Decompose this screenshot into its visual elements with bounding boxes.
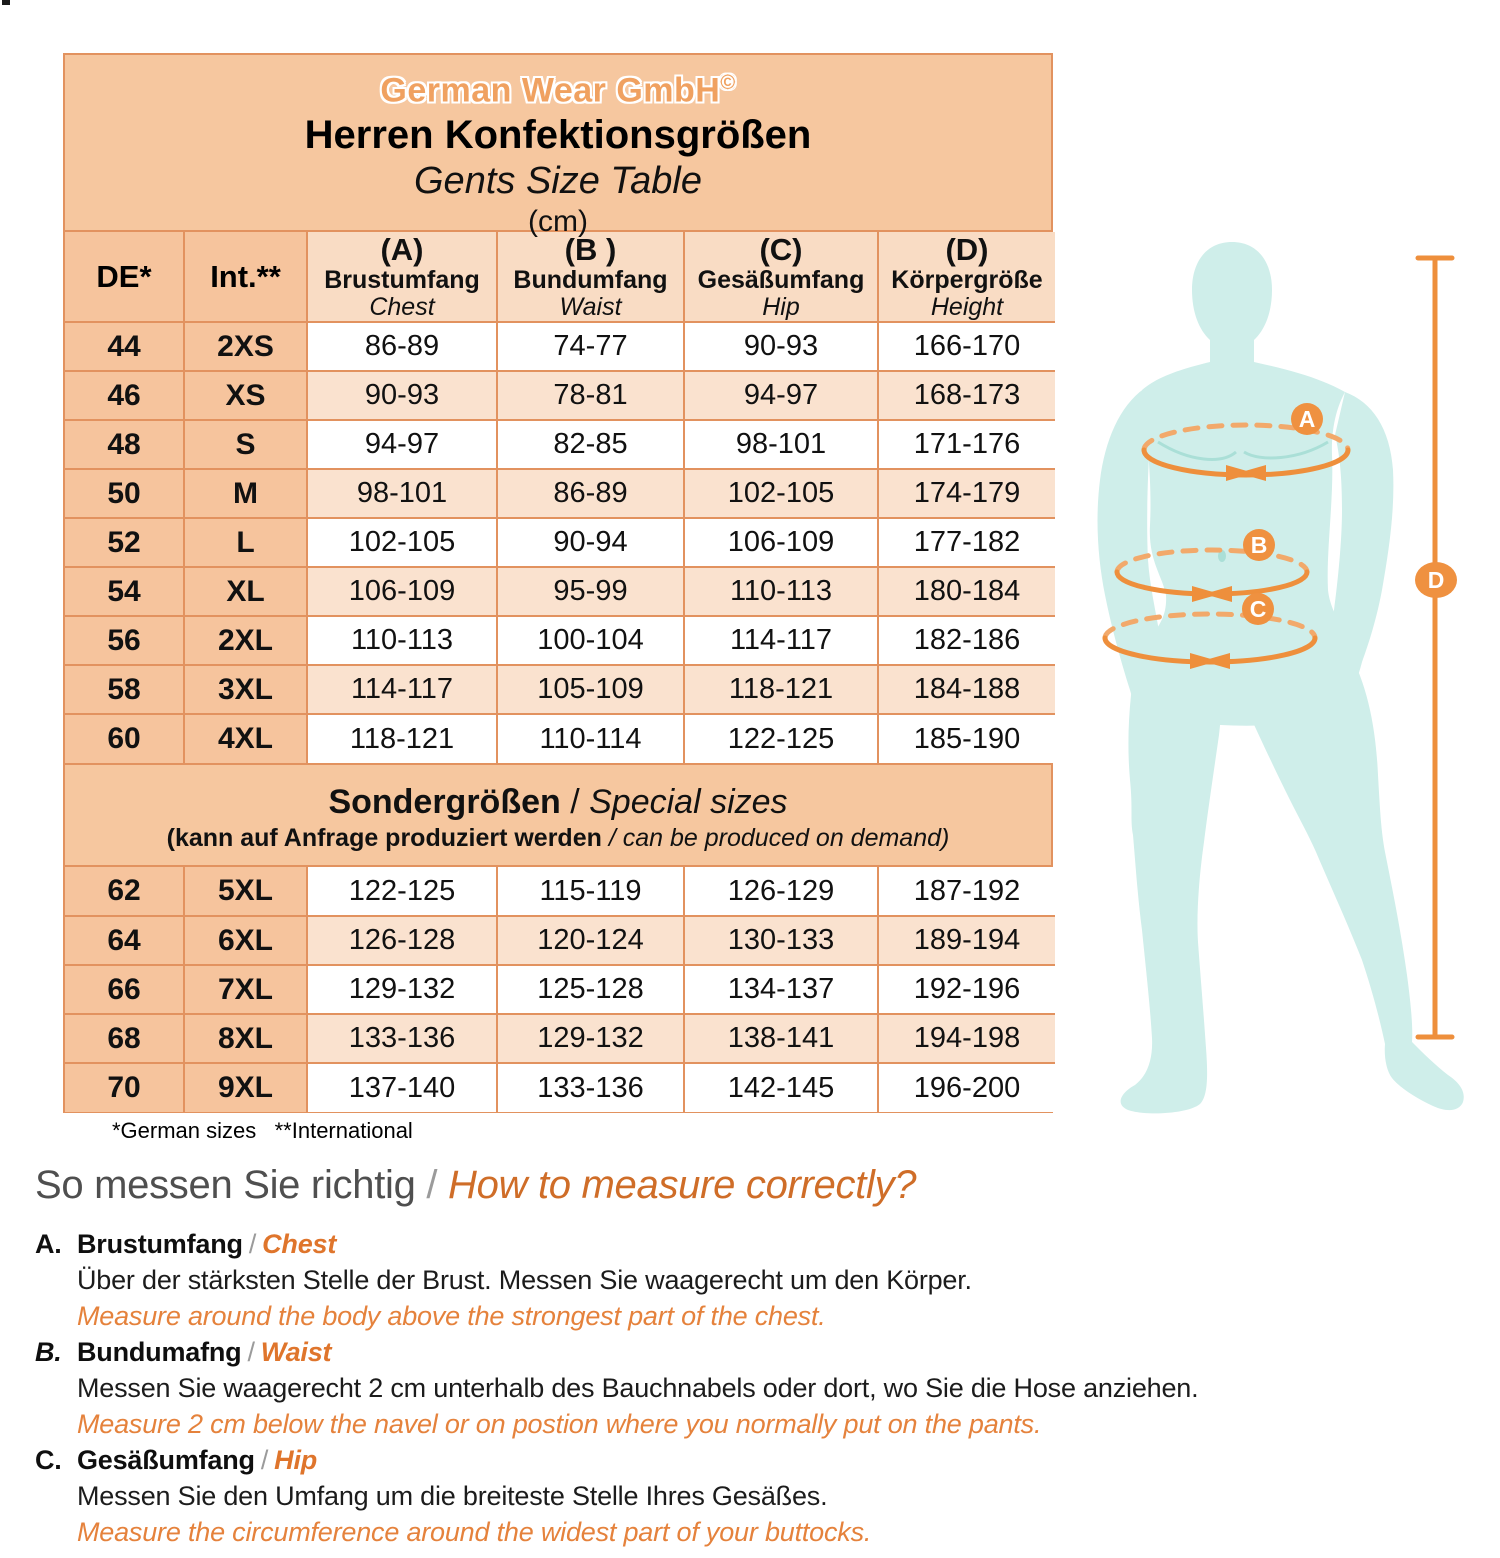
col-key: (B ) [564, 231, 617, 267]
col-header-height [878, 232, 1055, 322]
col-label-en: Chest [369, 292, 435, 321]
special-sizes-title [65, 781, 1051, 823]
cell-measurement: 100-104 [497, 616, 684, 665]
cell-int-size: XS [184, 371, 307, 420]
cell-measurement: 118-121 [684, 665, 878, 714]
table-row [65, 518, 1055, 567]
separator: / [426, 1163, 438, 1207]
cell-de-size: 48 [65, 420, 184, 469]
item-label-en: Chest [262, 1229, 337, 1259]
cell-measurement: 95-99 [497, 567, 684, 616]
cell-de-size: 68 [65, 1014, 184, 1063]
item-text-en: Measure 2 cm below the navel or on postion where you normally put on the pants. [77, 1409, 1042, 1439]
cell-int-size: 5XL [184, 867, 307, 916]
separator: / [260, 1445, 269, 1475]
special-sizes-subtitle [65, 823, 1051, 853]
corner-artifact [2, 0, 10, 5]
special-subtitle-en: can be produced on demand) [622, 824, 950, 852]
cell-measurement: 182-186 [878, 616, 1055, 665]
cell-measurement: 187-192 [878, 867, 1055, 916]
measure-item-label [35, 1334, 1215, 1370]
cell-measurement: 168-173 [878, 371, 1055, 420]
cell-measurement: 194-198 [878, 1014, 1055, 1063]
col-label-de: Körpergröße [891, 265, 1043, 294]
size-table [63, 53, 1053, 1113]
item-letter: A. [35, 1229, 62, 1259]
cell-measurement: 114-117 [307, 665, 497, 714]
item-text-de: Über der stärksten Stelle der Brust. Messen Sie waagerecht um den Körper. [77, 1265, 972, 1295]
figure-svg [1050, 230, 1500, 1160]
table-row [65, 1014, 1055, 1063]
cell-measurement: 115-119 [497, 867, 684, 916]
cell-measurement: 110-114 [497, 714, 684, 763]
cell-measurement: 166-170 [878, 322, 1055, 371]
col-label-de: Brustumfang [324, 265, 480, 294]
cell-measurement: 86-89 [497, 469, 684, 518]
cell-int-size: S [184, 420, 307, 469]
col-key: (A) [380, 231, 424, 267]
left-leg-shape [1121, 648, 1223, 1113]
cell-measurement: 134-137 [684, 965, 878, 1014]
cell-measurement: 74-77 [497, 322, 684, 371]
measure-item [35, 1226, 1215, 1334]
measure-heading [35, 1160, 1215, 1210]
cell-measurement: 130-133 [684, 916, 878, 965]
measure-item-list [35, 1226, 1215, 1550]
cell-de-size: 58 [65, 665, 184, 714]
chest-badge-letter: A [1298, 406, 1316, 432]
item-letter: B. [35, 1337, 62, 1367]
cell-measurement: 94-97 [307, 420, 497, 469]
cell-int-size: 9XL [184, 1063, 307, 1112]
item-text-en: Measure the circumference around the widest part of your buttocks. [77, 1517, 872, 1547]
waist-badge-letter: B [1250, 532, 1268, 558]
cell-measurement: 118-121 [307, 714, 497, 763]
separator: / [601, 824, 623, 852]
col-header-int: Int.** [184, 232, 307, 322]
special-size-table [65, 867, 1055, 1112]
cell-int-size: 2XS [184, 322, 307, 371]
cell-measurement: 105-109 [497, 665, 684, 714]
cell-measurement: 90-93 [307, 371, 497, 420]
table-row [65, 322, 1055, 371]
table-row [65, 867, 1055, 916]
measure-item-label [35, 1442, 1215, 1478]
item-text-de: Messen Sie den Umfang um die breiteste Stelle Ihres Gesäßes. [77, 1481, 828, 1511]
table-row [65, 1063, 1055, 1112]
cell-measurement: 126-128 [307, 916, 497, 965]
standard-sizes-body [65, 322, 1055, 763]
table-title-english: Gents Size Table [414, 160, 702, 203]
cell-measurement: 185-190 [878, 714, 1055, 763]
cell-measurement: 90-94 [497, 518, 684, 567]
cell-measurement: 137-140 [307, 1063, 497, 1112]
separator: / [248, 1229, 257, 1259]
item-label-de: Gesäßumfang [77, 1445, 255, 1475]
cell-measurement: 86-89 [307, 322, 497, 371]
cell-measurement: 82-85 [497, 420, 684, 469]
body-silhouette [1098, 242, 1464, 1113]
measure-item [35, 1334, 1215, 1442]
cell-measurement: 189-194 [878, 916, 1055, 965]
cell-measurement: 177-182 [878, 518, 1055, 567]
table-title-german: Herren Konfektionsgrößen [304, 113, 812, 158]
cell-measurement: 125-128 [497, 965, 684, 1014]
cell-measurement: 106-109 [307, 567, 497, 616]
col-header-hip [684, 232, 878, 322]
item-label-de: Bundumafng [77, 1337, 242, 1367]
col-label-en: Hip [762, 292, 800, 321]
cell-measurement: 98-101 [684, 420, 878, 469]
col-label-de: Gesäßumfang [697, 265, 865, 294]
cell-de-size: 50 [65, 469, 184, 518]
item-label-en: Waist [260, 1337, 332, 1367]
table-row [65, 567, 1055, 616]
cell-measurement: 90-93 [684, 322, 878, 371]
cell-measurement: 133-136 [497, 1063, 684, 1112]
cell-measurement: 129-132 [497, 1014, 684, 1063]
height-badge-letter: D [1427, 567, 1445, 593]
col-label-en: Waist [559, 292, 622, 321]
measure-heading-en: How to measure correctly? [448, 1163, 917, 1207]
item-letter: C. [35, 1445, 62, 1475]
cell-measurement: 110-113 [307, 616, 497, 665]
separator: / [247, 1337, 255, 1367]
cell-de-size: 60 [65, 714, 184, 763]
right-leg-shape [1226, 650, 1464, 1110]
measure-item [35, 1442, 1215, 1550]
item-label-en: Hip [274, 1445, 318, 1475]
cell-measurement: 142-145 [684, 1063, 878, 1112]
table-row [65, 665, 1055, 714]
col-header-waist [497, 232, 684, 322]
col-label-en: Height [930, 292, 1004, 321]
cell-measurement: 129-132 [307, 965, 497, 1014]
col-header-de: DE* [65, 232, 184, 322]
cell-int-size: 2XL [184, 616, 307, 665]
measure-heading-de: So messen Sie richtig [35, 1163, 416, 1207]
separator: / [560, 783, 590, 821]
item-label-de: Brustumfang [77, 1229, 243, 1259]
col-header-chest [307, 232, 497, 322]
cell-measurement: 102-105 [307, 518, 497, 567]
cell-measurement: 192-196 [878, 965, 1055, 1014]
cell-int-size: L [184, 518, 307, 567]
table-row [65, 916, 1055, 965]
copyright-mark: © [720, 72, 736, 94]
special-sizes-band [65, 763, 1051, 867]
header-row [65, 232, 1055, 322]
cell-int-size: 8XL [184, 1014, 307, 1063]
cell-de-size: 46 [65, 371, 184, 420]
cell-measurement: 174-179 [878, 469, 1055, 518]
special-title-en: Special sizes [589, 783, 788, 821]
special-subtitle-de: (kann auf Anfrage produziert werden [166, 824, 602, 852]
table-row [65, 714, 1055, 763]
main-size-table [65, 232, 1055, 763]
table-row [65, 371, 1055, 420]
cell-de-size: 62 [65, 867, 184, 916]
brand-text: German Wear GmbH [380, 71, 721, 110]
hip-badge-letter: C [1249, 596, 1267, 622]
cell-int-size: XL [184, 567, 307, 616]
cell-de-size: 70 [65, 1063, 184, 1112]
cell-measurement: 78-81 [497, 371, 684, 420]
cell-measurement: 196-200 [878, 1063, 1055, 1112]
cell-measurement: 120-124 [497, 916, 684, 965]
measure-instructions [35, 1160, 1215, 1550]
cell-measurement: 138-141 [684, 1014, 878, 1063]
table-row [65, 616, 1055, 665]
table-row [65, 420, 1055, 469]
table-title-block [65, 55, 1051, 239]
head-shape [1192, 242, 1272, 378]
cell-measurement: 106-109 [684, 518, 878, 567]
cell-int-size: M [184, 469, 307, 518]
cell-de-size: 56 [65, 616, 184, 665]
special-title-de: Sondergrößen [328, 783, 561, 821]
cell-de-size: 54 [65, 567, 184, 616]
measure-item-label [35, 1226, 1215, 1262]
cell-measurement: 98-101 [307, 469, 497, 518]
item-text-de: Messen Sie waagerecht 2 cm unterhalb des Bauchnabels oder dort, wo Sie die Hose anziehen. [77, 1373, 1199, 1403]
cell-measurement: 110-113 [684, 567, 878, 616]
cell-measurement: 133-136 [307, 1014, 497, 1063]
cell-int-size: 3XL [184, 665, 307, 714]
cell-de-size: 64 [65, 916, 184, 965]
table-footnote: *German sizes **International [112, 1118, 413, 1143]
cell-de-size: 52 [65, 518, 184, 567]
cell-measurement: 114-117 [684, 616, 878, 665]
brand-name [65, 61, 1051, 112]
cell-int-size: 4XL [184, 714, 307, 763]
cell-measurement: 122-125 [307, 867, 497, 916]
col-key: (C) [759, 231, 803, 267]
table-row [65, 965, 1055, 1014]
cell-de-size: 44 [65, 322, 184, 371]
special-sizes-body [65, 867, 1055, 1112]
item-text-en: Measure around the body above the strongest part of the chest. [77, 1301, 826, 1331]
cell-measurement: 184-188 [878, 665, 1055, 714]
cell-measurement: 102-105 [684, 469, 878, 518]
cell-int-size: 6XL [184, 916, 307, 965]
body-measurement-figure [1050, 230, 1500, 1160]
cell-measurement: 180-184 [878, 567, 1055, 616]
col-key: (D) [945, 231, 989, 267]
cell-measurement: 171-176 [878, 420, 1055, 469]
cell-int-size: 7XL [184, 965, 307, 1014]
cell-measurement: 122-125 [684, 714, 878, 763]
cell-measurement: 126-129 [684, 867, 878, 916]
cell-de-size: 66 [65, 965, 184, 1014]
cell-measurement: 94-97 [684, 371, 878, 420]
table-unit: (cm) [528, 205, 588, 239]
col-label-de: Bundumfang [513, 265, 668, 294]
table-row [65, 469, 1055, 518]
